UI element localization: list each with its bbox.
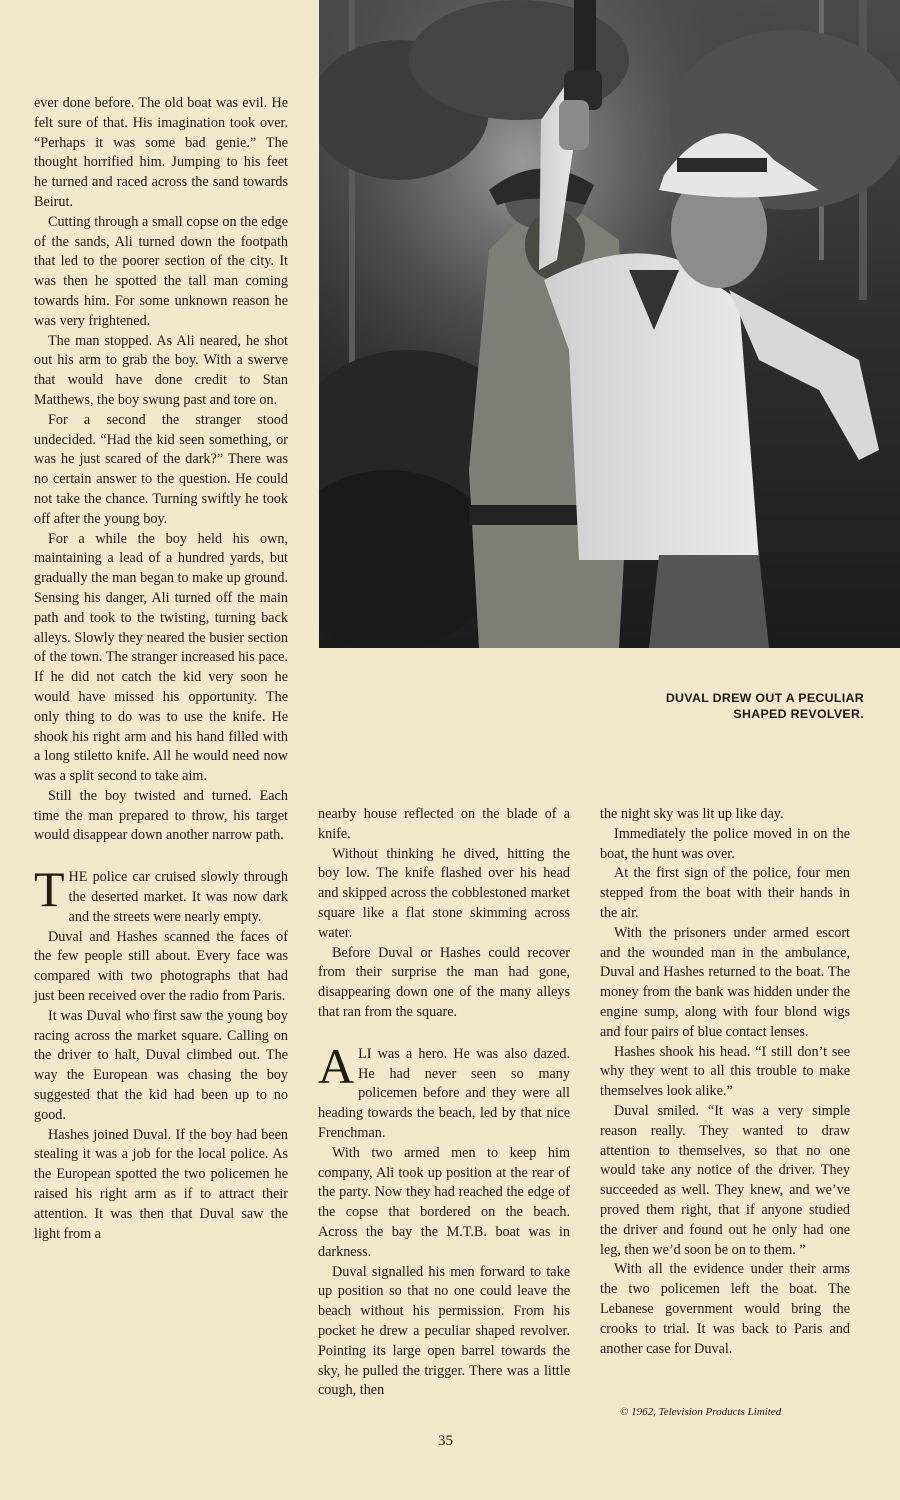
paragraph: the night sky was lit up like day.: [600, 806, 784, 822]
paragraph: Immediately the police moved in on the boat, the hunt was over.: [600, 825, 850, 862]
paragraph: Hashes shook his head. “I still don’t see why they went to all this trouble to make themselves look alike.”: [600, 1043, 850, 1100]
paragraph: At the first sign of the police, four men stepped from the boat with their hands in the air.: [600, 865, 850, 921]
paragraph: Duval signalled his men forward to take up position so that no one could leave the beach without his permission. From his pocket he drew a peculiar shaped revolver. Pointing its large open barrel towards the sky, he pulled the trigger. There was a little cough, then: [318, 1263, 570, 1399]
section-start-paragraph: [34, 861, 288, 927]
caption-line-1: DUVAL DREW OUT A PECULIAR: [665, 691, 864, 705]
drop-cap: A: [318, 1037, 355, 1094]
paragraph: Cutting through a small copse on the edge of the sands, Ali turned down the footpath that led to the poorer section of the city. It was then he spotted the tall man coming towards him. For some unknown reason he was very frightened.: [34, 213, 288, 329]
paragraph: ever done before. The old boat was evil. He felt sure of that. His imagination took over. “Perhaps it was some bad genie.” The thought horrified him. Jumping to his feet he turned and raced across the sand towards Beirut.: [34, 95, 288, 210]
text-column-1: [34, 94, 288, 1244]
text-column-3: [600, 805, 850, 1359]
paragraph: The man stopped. As Ali neared, he shot out his arm to grab the boy. With a swerve that would have done credit to Stan Matthews, the boy swung past and tore on.: [34, 332, 288, 408]
paragraph-text: LI was a hero. He was also dazed. He had never seen so many policemen before and they were all heading towards the beach, led by that nice Frenchman.: [318, 1045, 570, 1141]
paragraph: For a second the stranger stood undecided. “Had the kid seen something, or was he just scared of the dark?” There was no certain answer to the question. He could not take the chance. Turning swiftly he took off after the young boy.: [34, 411, 288, 527]
paragraph: Still the boy twisted and turned. Each time the man prepared to throw, his target would disappear down another narrow path.: [34, 787, 288, 844]
paragraph: nearby house reflected on the blade of a knife.: [318, 806, 570, 842]
copyright-notice: © 1962, Television Products Limited: [620, 1406, 782, 1418]
paragraph: For a while the boy held his own, maintaining a lead of a hundred yards, but gradually the man began to make up ground. Sensing his danger, Ali turned off the main path and took to the twisting, turning back alleys. Slowly they neared the busier section of the town. The stranger increased his pace. If he did not catch the kid very soon he would have missed his opportunity. The only thing to do was to use the knife. He shook his right arm and his hand filled with a long stiletto knife. All he would need now was a split second to take aim.: [34, 530, 288, 785]
paragraph: Without thinking he dived, hitting the boy low. The knife flashed over his head and skipped across the cobblestoned market square like a flat stone skimming across water.: [318, 845, 570, 941]
caption-line-2: SHAPED REVOLVER.: [733, 707, 864, 721]
text-column-2: [318, 805, 570, 1401]
photo-caption: [534, 690, 864, 722]
paragraph: Duval smiled. “It was a very simple reason really. They wanted to draw attention to themselves, so that no one would take any notice of the driver. They succeeded as well. They knew, and we’ve proved them right, that if anyone studied the driver and found out he only had one leg, then we’d soon be on to them. ”: [600, 1102, 850, 1258]
paragraph: Hashes joined Duval. If the boy had been stealing it was a job for the local police. As the European spotted the two policemen he raised his right arm as if to attract their attention. It was then that Duval saw the light from a: [34, 1126, 288, 1242]
paragraph: With all the evidence under their arms the two policemen left the boat. The Lebanese government would bring the crooks to trial. It was back to Paris and another case for Duval.: [600, 1261, 850, 1357]
paragraph: With the prisoners under armed escort and the wounded man in the ambulance, Duval and Hashes returned to the boat. The money from the bank was hidden under the engine sump, along with four blond wigs and four pairs of blue contact lenses.: [600, 924, 850, 1040]
paragraph: Duval and Hashes scanned the faces of the few people still about. Every face was compared with two photographs that had just been received over the radio from Paris.: [34, 928, 288, 1005]
paragraph-text: HE police car cruised slowly through the deserted market. It was now dark and the streets were nearly empty.: [68, 869, 288, 925]
drop-cap: T: [34, 861, 65, 918]
paragraph: With two armed men to keep him company, Ali took up position at the rear of the party. Now they had reached the edge of the copse that bordered on the beach. Across the bay the M.T.B. boat was in darkness.: [318, 1144, 570, 1260]
photograph-duval-revolver-icon: [319, 0, 900, 648]
paragraph: It was Duval who first saw the young boy racing across the market square. Calling on the driver to halt, Duval climbed out. The way the European was chasing the boy suggested that the kid had been up to no good.: [34, 1007, 288, 1123]
section-start-paragraph: [318, 1037, 570, 1144]
page-number: 35: [438, 1433, 453, 1449]
paragraph: Before Duval or Hashes could recover from their surprise the man had gone, disappearing down one of the many alleys that ran from the square.: [318, 944, 570, 1020]
